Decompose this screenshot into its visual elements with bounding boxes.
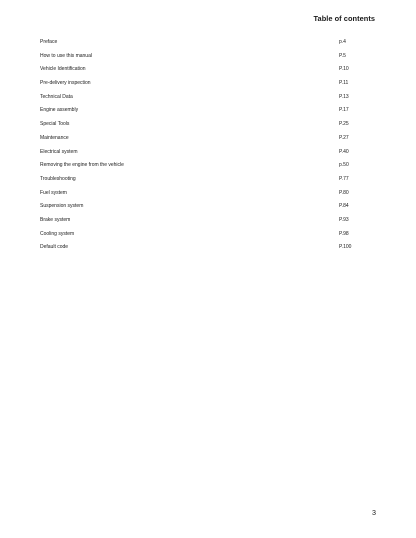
- toc-entry-label: Maintenance: [40, 134, 69, 141]
- toc-entry-page: P.25: [339, 121, 349, 128]
- toc-entry: [40, 134, 360, 148]
- toc-entry-label: Technical Data: [40, 93, 73, 100]
- toc-entry-page: P.10: [339, 66, 349, 73]
- toc-entry-page: P.27: [339, 134, 349, 141]
- toc-entry: [40, 243, 360, 257]
- toc-entry: [40, 38, 360, 52]
- toc-entry-label: Default code: [40, 244, 69, 251]
- toc-entry-page: P.93: [339, 216, 349, 223]
- toc-entry-page: P.80: [339, 189, 349, 196]
- toc-entry-label: Vehicle Identification: [40, 66, 86, 73]
- toc-entry-label: Fuel system: [40, 189, 67, 196]
- toc-entry-label: Troubleshooting: [40, 175, 76, 182]
- toc-entry: [40, 93, 360, 107]
- toc-entry-page: P.40: [339, 148, 349, 155]
- toc-entry-label: Special Tools: [40, 121, 70, 128]
- toc-entry-label: Engine assembly: [40, 107, 79, 114]
- toc-entry-label: Cooling system: [40, 230, 75, 237]
- toc-entry-label: Removing the engine from the vehicle: [40, 162, 124, 169]
- toc-entry: [40, 148, 360, 162]
- page-number: 3: [372, 508, 376, 517]
- toc-entry: [40, 230, 360, 244]
- toc-entry: [40, 120, 360, 134]
- page-title: Table of contents: [313, 14, 375, 23]
- toc-entry-label: Preface: [40, 39, 58, 45]
- toc-entry-label: Brake system: [40, 216, 71, 223]
- toc-entry: [40, 216, 360, 230]
- toc-entry: [40, 52, 360, 66]
- toc-entry-page: P.77: [339, 175, 349, 182]
- table-of-contents: [40, 38, 360, 257]
- toc-entry-page: P.100: [339, 244, 352, 251]
- toc-entry: [40, 106, 360, 120]
- toc-entry: [40, 175, 360, 189]
- toc-entry: [40, 65, 360, 79]
- toc-entry-label: Suspension system: [40, 203, 84, 210]
- toc-entry-page: p.4: [339, 39, 346, 45]
- toc-entry-page: p.50: [339, 162, 349, 169]
- toc-entry: [40, 161, 360, 175]
- toc-entry: [40, 79, 360, 93]
- toc-entry-page: P.84: [339, 203, 349, 210]
- toc-entry-label: Pre-delivery inspection: [40, 80, 91, 87]
- toc-entry-page: P.11: [339, 80, 349, 87]
- toc-entry: [40, 202, 360, 216]
- toc-entry-page: P.98: [339, 230, 349, 237]
- toc-entry-page: P.17: [339, 107, 349, 114]
- toc-entry: [40, 189, 360, 203]
- toc-entry-page: P.13: [339, 93, 349, 100]
- toc-entry-page: P.5: [339, 52, 346, 59]
- toc-entry-label: How to use this manual: [40, 52, 92, 59]
- toc-entry-label: Electrical system: [40, 148, 78, 155]
